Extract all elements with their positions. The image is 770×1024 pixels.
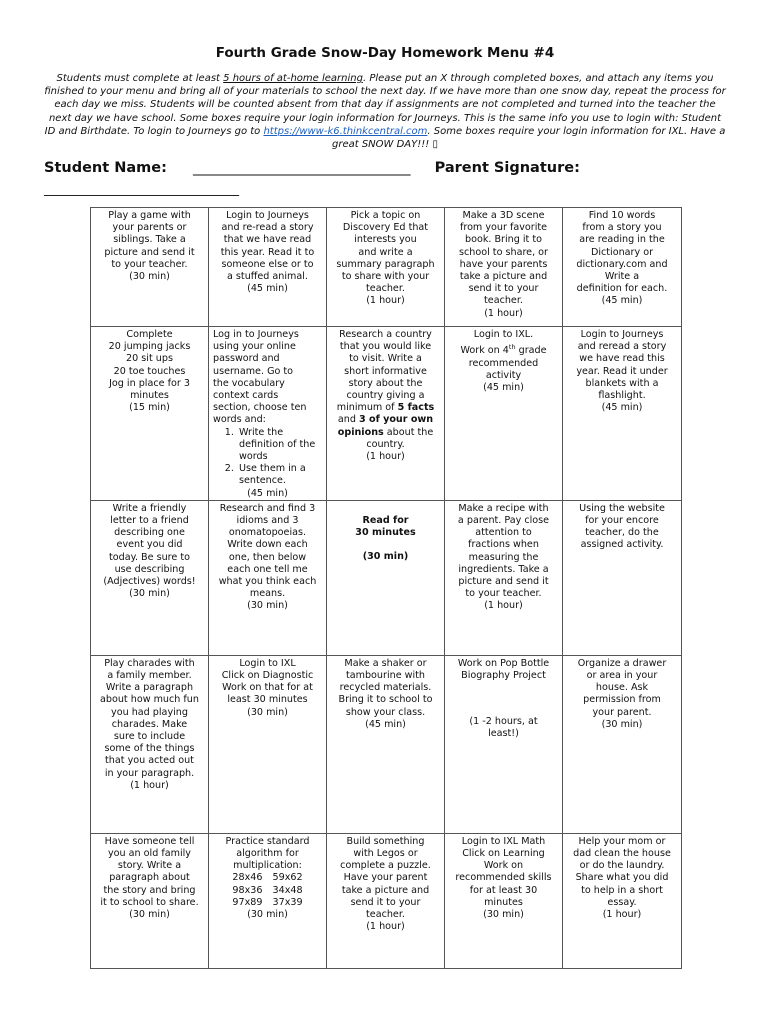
- cell-text-line: teacher, do the: [585, 527, 659, 539]
- vocab-step: 1. Write the definition of the words: [237, 427, 322, 464]
- cell-text-line: (1 hour): [366, 921, 405, 933]
- cell-text-line: in your paragraph.: [104, 767, 195, 779]
- parent-signature-label: Parent Signature:: [434, 160, 580, 176]
- cell-text-line: words and:: [213, 414, 266, 426]
- menu-cell-clean-house[interactable]: [563, 833, 682, 968]
- cell-text-line: or do the laundry.: [579, 860, 665, 872]
- country-about-text: about the country.: [366, 426, 434, 450]
- cell-text-line: use describing: [114, 563, 185, 575]
- menu-cell-charades[interactable]: [91, 655, 209, 833]
- cell-text-line: (45 min): [601, 402, 643, 414]
- cell-text-line: Have someone tell: [104, 835, 195, 847]
- cell-text-line: Make a shaker or: [344, 657, 427, 669]
- cell-text-line: describing one: [114, 527, 185, 539]
- cell-text-line: Build something: [346, 835, 425, 847]
- problem: 37x39: [272, 896, 303, 908]
- cell-text-line: Research a country: [339, 329, 432, 340]
- cell-text-line: Discovery Ed that: [342, 222, 429, 234]
- menu-cell-vocabulary[interactable]: [209, 327, 327, 501]
- intro-underlined-requirement: 5 hours of at-home learning: [223, 73, 363, 84]
- cell-text-line: Write a paragraph: [105, 682, 194, 694]
- menu-cell-ixl-diagnostic[interactable]: [209, 655, 327, 833]
- menu-cell-country-research[interactable]: [327, 327, 445, 501]
- cell-text-line: Biography Project: [461, 670, 546, 682]
- menu-cell-legos[interactable]: [327, 833, 445, 968]
- cell-text-line: (1 hour): [602, 909, 642, 921]
- cell-text-line: (45 min): [247, 283, 288, 295]
- cell-text-line: teacher.: [366, 909, 405, 921]
- cell-text-line: that we have read: [223, 234, 312, 246]
- cell-text-line: Make a 3D scene: [462, 210, 545, 221]
- cell-text-line: send it to your: [468, 283, 539, 295]
- cell-text-line: Write a: [604, 271, 640, 283]
- menu-cell-read-30[interactable]: [327, 500, 445, 655]
- cell-text-line: recommended skills: [455, 872, 552, 884]
- cell-text-line: attention to: [475, 527, 532, 539]
- cell-text-line: are reading in the: [579, 234, 665, 246]
- cell-text-line: book. Bring it to: [464, 234, 542, 246]
- menu-cell-organize[interactable]: [563, 655, 682, 833]
- cell-text-line: and write a: [358, 246, 413, 258]
- cell-text-line: you an old family: [108, 848, 191, 860]
- instructions-paragraph: [44, 72, 726, 151]
- cell-text-line: summary paragraph: [336, 258, 435, 270]
- cell-text-line: Dictionary or: [590, 246, 654, 258]
- cell-text-line: idioms and 3: [236, 515, 299, 527]
- cell-text-line: Login to IXL: [239, 657, 296, 669]
- pop-bottle-time: [449, 716, 558, 740]
- cell-text-line: your parents or: [112, 222, 187, 234]
- menu-cell-friendly-letter[interactable]: [91, 500, 209, 655]
- cell-text-line: Have your parent: [343, 872, 428, 884]
- vocab-steps: [213, 427, 322, 488]
- menu-cell-recipe[interactable]: [445, 500, 563, 655]
- cell-text-line: measuring the: [468, 551, 539, 563]
- cell-text-line: Make a recipe with: [458, 502, 549, 514]
- cell-text-line: that you would like: [339, 341, 432, 353]
- cell-text-line: (1 hour): [366, 295, 405, 307]
- cell-text-line: story. Write a: [117, 860, 182, 872]
- cell-text-line: country giving a: [346, 390, 425, 402]
- cell-text-line: school to share, or: [459, 246, 548, 258]
- cell-text-line: have your parents: [459, 258, 548, 270]
- cell-text-line: teacher.: [366, 283, 405, 295]
- menu-cell-ixl-math[interactable]: [445, 833, 563, 968]
- cell-text-line: we have read this: [579, 353, 665, 365]
- multiplication-time: (30 min): [247, 909, 288, 921]
- cell-text-line: section, choose ten: [213, 402, 307, 414]
- cell-text-line: Work on that for at: [222, 682, 313, 694]
- cell-text-line: show your class.: [345, 706, 426, 718]
- menu-cell-multiplication[interactable]: [209, 833, 327, 968]
- cell-text-line: minutes: [484, 896, 523, 908]
- cell-text-line: a family member.: [107, 670, 192, 682]
- student-name-blank[interactable]: ______________________________: [193, 160, 411, 176]
- menu-cell-3d-scene[interactable]: [445, 208, 563, 327]
- cell-text-line: to help in a short: [581, 884, 663, 896]
- cell-text-line: Play charades with: [104, 657, 195, 669]
- cell-text-line: definition for each.: [576, 283, 668, 295]
- ixl-line-2b: grade: [515, 345, 547, 357]
- cell-text-line: interests you: [354, 234, 417, 246]
- cell-text-line: least 30 minutes: [227, 694, 308, 706]
- cell-text-line: Login to Journeys: [580, 329, 664, 340]
- cell-text-line: one, then below: [228, 551, 307, 563]
- cell-text-line: Using the website: [579, 502, 665, 514]
- cell-text-line: (1 hour): [484, 600, 523, 612]
- cell-text-line: means.: [249, 588, 286, 600]
- cell-text-line: letter to a friend: [110, 515, 189, 527]
- cell-text-line: siblings. Take a: [113, 234, 186, 246]
- cell-text-line: complete a puzzle.: [340, 860, 431, 872]
- cell-text-line: a parent. Pay close: [457, 515, 550, 527]
- ixl-line-1: Login to IXL.: [473, 329, 534, 340]
- problem: 98x36: [232, 884, 263, 896]
- country-requirement: [331, 402, 440, 451]
- problem: 59x62: [272, 872, 303, 884]
- cell-text-line: 20 jumping jacks: [108, 341, 191, 353]
- cell-text-line: (Adjectives) words!: [103, 576, 196, 588]
- signature-row: [44, 160, 744, 176]
- cell-text-line: picture and send it: [104, 246, 195, 258]
- journeys-login-link[interactable]: https://www-k6.thinkcentral.com: [263, 125, 428, 137]
- cell-text-line: username. Go to: [213, 365, 294, 377]
- emoji-placeholder: ▯: [432, 139, 438, 151]
- cell-text-line: Organize a drawer: [577, 657, 667, 669]
- cell-text-line: or area in your: [586, 670, 658, 682]
- cell-text-line: (1 hour): [130, 779, 169, 791]
- cell-text-line: picture and send it: [458, 576, 549, 588]
- page-title: Fourth Grade Snow-Day Homework Menu #4: [215, 45, 555, 61]
- table-row: [91, 208, 682, 327]
- cell-text-line: from a story you: [582, 222, 662, 234]
- cell-text-line: Click on Diagnostic: [221, 670, 314, 682]
- cell-text-line: assigned activity.: [580, 539, 664, 551]
- menu-cell-pop-bottle[interactable]: [445, 655, 563, 833]
- country-time: (1 hour): [366, 451, 405, 463]
- cell-text-line: blankets with a: [585, 377, 659, 389]
- cell-text-line: tambourine with: [345, 670, 426, 682]
- cell-text-line: sure to include: [113, 731, 186, 743]
- cell-text-line: 20 toe touches: [113, 365, 186, 377]
- cell-text-line: to your teacher.: [111, 258, 188, 270]
- ixl-line-2: [449, 341, 558, 357]
- cell-text-line: story about the: [348, 377, 423, 389]
- cell-text-line: to share with your: [341, 271, 430, 283]
- cell-text-line: Login to Journeys: [226, 210, 309, 221]
- cell-text-line: password and: [213, 353, 280, 365]
- read-line-1: Read for: [362, 514, 409, 526]
- ixl-line-2a: Work on 4: [460, 345, 509, 357]
- cell-text-line: ingredients. Take a: [458, 563, 549, 575]
- cell-text-line: Share what you did: [575, 872, 669, 884]
- cell-text-line: Research and find 3: [219, 502, 316, 514]
- table-row: [91, 655, 682, 833]
- menu-cell-family-story[interactable]: [91, 833, 209, 968]
- cell-text-line: this year. Read it to: [220, 246, 315, 258]
- cell-text-line: algorithm for: [236, 848, 299, 860]
- country-and-text: and: [337, 414, 359, 426]
- cell-text-line: with Legos or: [353, 848, 418, 860]
- cell-text-line: for your encore: [585, 515, 659, 527]
- cell-text-line: the vocabulary: [213, 377, 285, 389]
- cell-text-line: send it to your: [350, 896, 421, 908]
- country-opinions: 3 of your own opinions: [337, 414, 434, 438]
- cell-text-line: to your teacher.: [465, 588, 542, 600]
- menu-cell-idioms[interactable]: [209, 500, 327, 655]
- ixl-ordinal-suffix: th: [508, 343, 516, 352]
- cell-text-line: Login to IXL Math: [461, 835, 546, 847]
- cell-text-line: event you did: [116, 539, 183, 551]
- cell-text-line: to visit. Write a: [349, 353, 422, 365]
- cell-text-line: permission from: [583, 694, 661, 706]
- read-time: (30 min): [362, 551, 409, 563]
- cell-text-line: for at least 30: [469, 884, 538, 896]
- menu-cell-encore[interactable]: [563, 500, 682, 655]
- read-line-2: 30 minutes: [355, 527, 416, 539]
- cell-text-line: (30 min): [247, 706, 288, 718]
- ixl-line-4: activity: [485, 369, 522, 381]
- cell-text-line: Play a game with: [108, 210, 191, 221]
- cell-text-line: recycled materials.: [339, 682, 432, 694]
- cell-text-line: year. Read it under: [576, 365, 668, 377]
- student-name-label: Student Name:: [44, 160, 167, 176]
- cell-text-line: Jog in place for 3: [109, 377, 190, 389]
- cell-text-line: (30 min): [129, 909, 170, 921]
- cell-text-line: Log in to Journeys: [213, 329, 299, 340]
- cell-text-line: dictionary.com and: [576, 258, 668, 270]
- cell-text-line: short informative: [344, 365, 427, 377]
- problem: 97x89: [232, 896, 263, 908]
- cell-text-line: Find 10 words: [588, 210, 656, 221]
- cell-text-line: (30 min): [129, 271, 170, 283]
- cell-text-line: each one tell me: [227, 563, 308, 575]
- intro-text-3: . Some boxes require your login information for IXL. Have a great SNOW DAY!!!: [332, 125, 726, 151]
- menu-cell-dictionary-words[interactable]: [563, 208, 682, 327]
- menu-cell-journeys-reread[interactable]: [209, 208, 327, 327]
- cell-text-line: Write a friendly: [112, 502, 187, 514]
- cell-text-line: least!): [488, 728, 519, 740]
- menu-cell-play-game[interactable]: [91, 208, 209, 327]
- cell-text-line: Click on Learning: [462, 848, 545, 860]
- pop-bottle-lines: [449, 658, 558, 682]
- parent-signature-blank[interactable]: ______________________________: [44, 182, 239, 197]
- cell-text-line: and re-read a story: [221, 222, 314, 234]
- multiplication-lines: [213, 836, 322, 873]
- ixl-line-3: recommended: [468, 357, 539, 369]
- cell-text-line: Pick a topic on: [350, 210, 421, 221]
- cell-text-line: (30 min): [483, 909, 524, 921]
- country-lines: [331, 329, 440, 402]
- cell-text-line: that you acted out: [105, 755, 194, 767]
- menu-cell-discovery-ed[interactable]: [327, 208, 445, 327]
- cell-text-line: Help your mom or: [578, 835, 666, 847]
- cell-text-line: you had playing: [111, 706, 188, 718]
- cell-text-line: Practice standard: [225, 835, 310, 847]
- cell-text-line: multiplication:: [233, 860, 302, 872]
- cell-text-line: minutes: [130, 390, 169, 402]
- table-row: [91, 327, 682, 501]
- cell-text-line: (1 hour): [484, 307, 523, 319]
- menu-cell-exercise[interactable]: [91, 327, 209, 501]
- cell-text-line: today. Be sure to: [109, 551, 190, 563]
- cell-text-line: (30 min): [601, 718, 643, 730]
- homework-menu-grid: [90, 207, 682, 969]
- menu-cell-shaker[interactable]: [327, 655, 445, 833]
- country-min-text: minimum of: [336, 402, 398, 414]
- cell-text-line: (15 min): [129, 402, 170, 414]
- intro-text-1: Students must complete at least: [56, 73, 224, 84]
- cell-text-line: house. Ask: [595, 682, 649, 694]
- cell-text-line: (45 min): [601, 295, 643, 307]
- cell-text-line: and reread a story: [577, 341, 667, 353]
- cell-text-line: a stuffed animal.: [227, 271, 308, 283]
- problem: 34x48: [272, 884, 303, 896]
- cell-text-line: your parent.: [592, 706, 652, 718]
- cell-text-line: what you think each: [218, 576, 317, 588]
- cell-text-line: Work on Pop Bottle: [457, 657, 550, 669]
- cell-text-line: some of the things: [104, 743, 195, 755]
- cell-text-line: dad clean the house: [573, 848, 671, 860]
- cell-text-line: 20 sit ups: [126, 353, 173, 365]
- cell-text-line: take a picture and: [459, 271, 548, 283]
- cell-text-line: someone else or to: [221, 258, 314, 270]
- cell-text-line: it to school to share.: [100, 896, 199, 908]
- cell-text-line: using your online: [213, 341, 296, 353]
- cell-text-line: Write down each: [227, 539, 308, 551]
- vocab-intro: [213, 329, 322, 427]
- cell-text-line: flashlight.: [598, 390, 646, 402]
- cell-text-line: charades. Make: [111, 718, 188, 730]
- cell-text-line: Complete: [126, 329, 173, 340]
- cell-text-line: (45 min): [365, 718, 406, 730]
- menu-cell-flashlight-reading[interactable]: [563, 327, 682, 501]
- cell-text-line: about how much fun: [100, 694, 199, 706]
- cell-text-line: (30 min): [129, 588, 170, 600]
- vocab-time: (45 min): [247, 487, 288, 499]
- ixl-time: (45 min): [483, 382, 524, 393]
- vocab-step: 2. Use them in a sentence.: [237, 463, 322, 487]
- intro-text-2: . Please put an X through completed boxes, and attach any items you finished to your menu and bring all of your materials to school the next day. If we have more than one snow day, repeat the process for each day we miss. Students will be counted absent from that day if assignments are not completed and turned into the teacher the next day we have school. Some boxes require your login information for Journeys. This is the same info you use to login with: Student ID and Birthdate. To login to Journeys go to: [44, 73, 726, 137]
- table-row: [91, 500, 682, 655]
- cell-text-line: from your favorite: [459, 222, 548, 234]
- table-row: [91, 833, 682, 968]
- cell-text-line: (1 -2 hours, at: [469, 716, 538, 728]
- menu-cell-ixl-grade[interactable]: [445, 327, 563, 501]
- cell-text-line: (30 min): [247, 600, 288, 612]
- multiplication-problems: [227, 872, 307, 909]
- cell-text-line: Bring it to school to: [338, 694, 433, 706]
- cell-text-line: onomatopoeias.: [228, 527, 307, 539]
- cell-text-line: teacher.: [484, 295, 523, 307]
- cell-text-line: paragraph about: [109, 872, 190, 884]
- cell-text-line: essay.: [607, 896, 637, 908]
- country-facts: 5 facts: [397, 402, 435, 414]
- cell-text-line: the story and bring: [103, 884, 196, 896]
- problem: 28x46: [232, 872, 263, 884]
- cell-text-line: Work on: [483, 860, 524, 872]
- cell-text-line: context cards: [213, 390, 279, 402]
- cell-text-line: fractions when: [468, 539, 539, 551]
- cell-text-line: take a picture and: [341, 884, 430, 896]
